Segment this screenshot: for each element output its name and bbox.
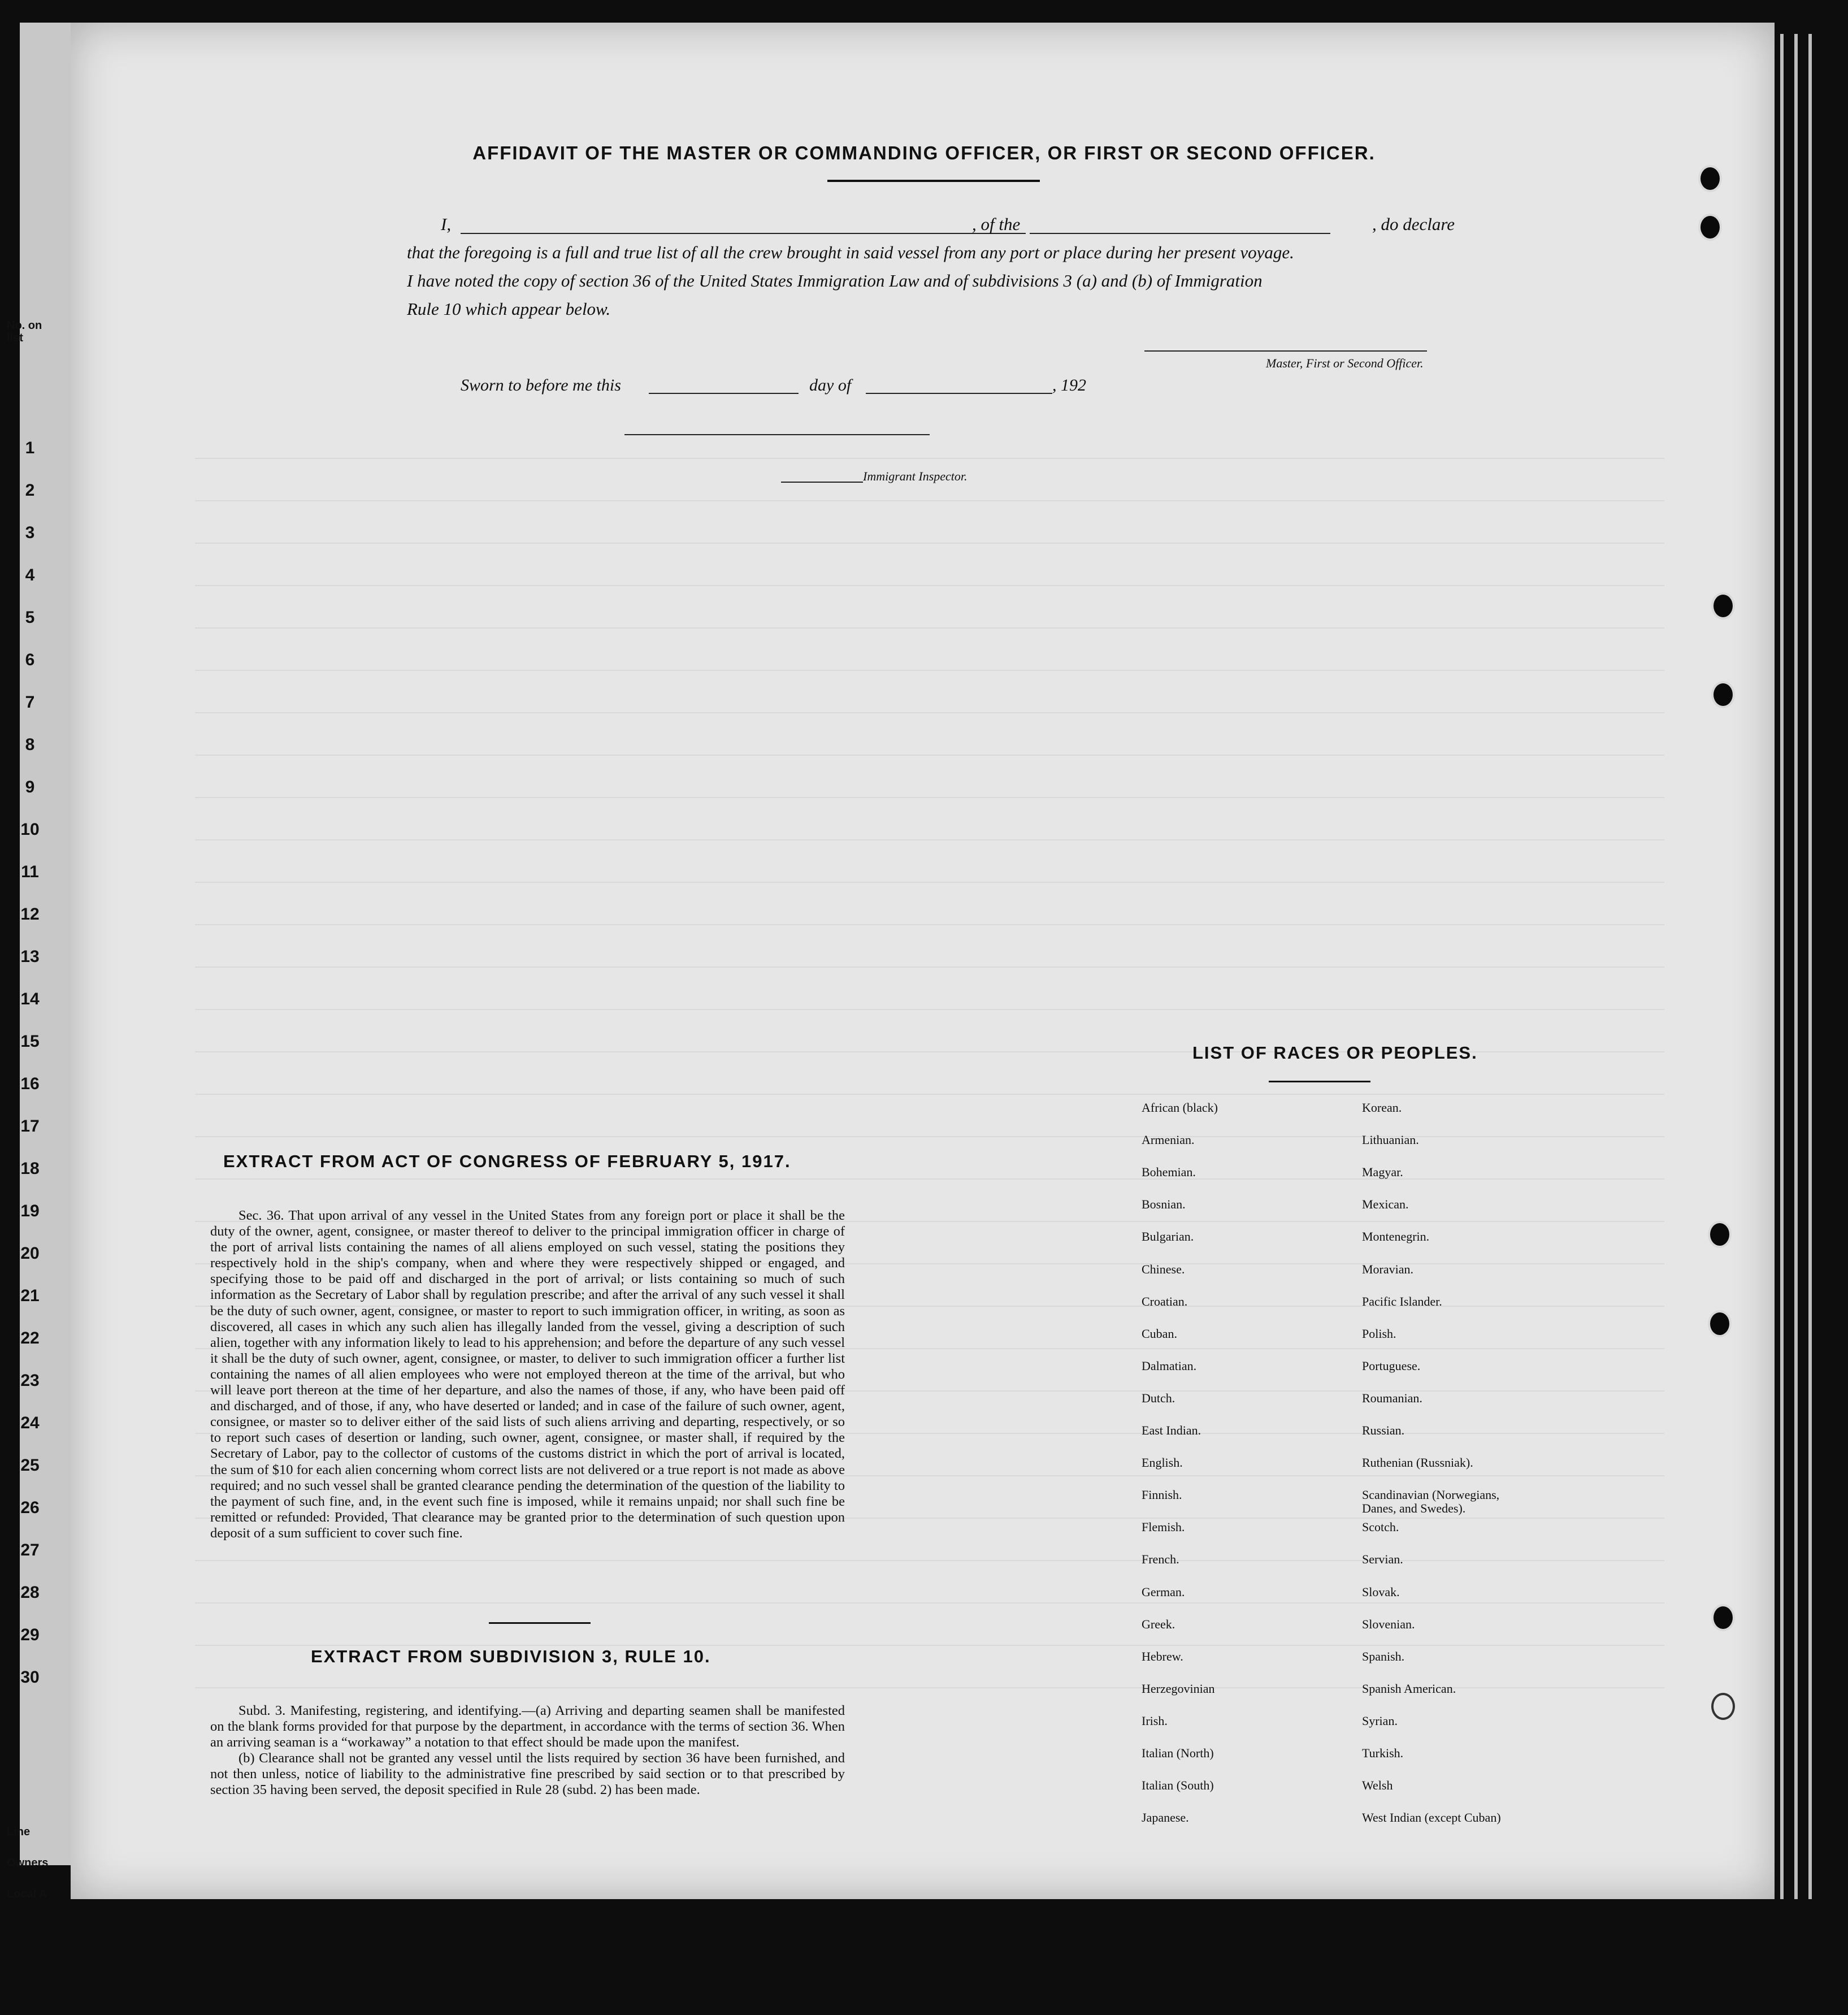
race-entry: Korean. — [1362, 1100, 1402, 1115]
ghost-row-line — [195, 1009, 1664, 1010]
row-number: 20 — [20, 1244, 40, 1263]
race-entry: Cuban. — [1142, 1326, 1177, 1341]
race-entry: Magyar. — [1362, 1165, 1403, 1180]
vessel-blank — [1030, 233, 1330, 234]
page-edge — [1780, 34, 1784, 1899]
sworn-date-blank — [649, 393, 799, 394]
race-entry: Scotch. — [1362, 1520, 1399, 1535]
race-entry: Ruthenian (Russniak). — [1362, 1455, 1473, 1470]
ghost-row-line — [195, 1178, 1664, 1180]
row-number: 25 — [20, 1456, 40, 1475]
race-entry: West Indian (except Cuban) — [1362, 1810, 1501, 1825]
binder-hole-icon — [1698, 214, 1722, 241]
row-number: 13 — [20, 947, 40, 966]
race-entry: German. — [1142, 1584, 1185, 1599]
row-number: 26 — [20, 1498, 40, 1517]
row-number: 22 — [20, 1329, 40, 1347]
race-entry: Dalmatian. — [1142, 1358, 1197, 1373]
race-entry: Spanish. — [1362, 1649, 1405, 1663]
row-number: 17 — [20, 1117, 40, 1136]
race-entry: Greek. — [1142, 1617, 1175, 1631]
sworn-line — [461, 376, 621, 395]
race-entry: Polish. — [1362, 1326, 1396, 1341]
race-entry: Irish. — [1142, 1713, 1168, 1728]
row-number: 21 — [20, 1286, 40, 1305]
inspector-upper-line — [624, 434, 930, 435]
signature-label: Master, First or Second Officer. — [1266, 356, 1424, 370]
row-number: 1 — [25, 439, 35, 457]
race-entry: Scandinavian (Norwegians, Danes, and Swedes). — [1362, 1488, 1500, 1516]
inspector-label: Immigrant Inspector. — [863, 469, 968, 483]
ghost-row-line — [195, 670, 1664, 671]
race-entry: Chinese. — [1142, 1262, 1185, 1276]
ghost-row-line — [195, 924, 1664, 925]
race-entry: Hebrew. — [1142, 1649, 1183, 1663]
row-number: 7 — [25, 693, 35, 712]
ghost-row-line — [195, 967, 1664, 968]
race-entry: English. — [1142, 1455, 1183, 1470]
race-entry: Portuguese. — [1362, 1358, 1421, 1373]
sworn-day: day of — [809, 376, 852, 395]
affidavit-title: AFFIDAVIT OF THE MASTER OR COMMANDING OFFICER, OR FIRST OR SECOND OFFICER. — [472, 142, 1376, 163]
page-edge — [1794, 34, 1798, 1899]
name-blank — [461, 233, 1026, 234]
ghost-row-line — [195, 627, 1664, 629]
race-entry: Bosnian. — [1142, 1197, 1186, 1212]
row-number: 11 — [21, 863, 39, 881]
row-number: 2 — [25, 481, 35, 500]
ghost-row-line — [195, 458, 1664, 459]
page-edge — [1808, 34, 1812, 1899]
race-entry: Bulgarian. — [1142, 1229, 1194, 1244]
race-entry: Montenegrin. — [1362, 1229, 1430, 1244]
rule-extract-title: EXTRACT FROM SUBDIVISION 3, RULE 10. — [311, 1646, 711, 1666]
margin-footer-label: Owners — [7, 1857, 49, 1869]
declaration-i: I, — [441, 214, 452, 234]
row-number: 29 — [20, 1626, 40, 1644]
declaration-line-4: Rule 10 which appear below. — [407, 299, 611, 319]
inspector-signature-line — [781, 482, 863, 483]
row-number: 12 — [20, 905, 40, 924]
race-entry: Slovak. — [1362, 1584, 1400, 1599]
ghost-row-line — [195, 797, 1664, 798]
declaration-block — [407, 210, 1455, 323]
race-entry: Japanese. — [1142, 1810, 1189, 1825]
row-number: 27 — [20, 1541, 40, 1559]
binder-hole-icon — [1711, 1604, 1735, 1631]
column-header-no-on-list: No. on list — [7, 319, 42, 344]
ghost-row-line — [195, 1560, 1664, 1561]
binder-hole-icon — [1698, 165, 1722, 192]
race-entry: Mexican. — [1362, 1197, 1409, 1212]
race-entry: Servian. — [1362, 1552, 1403, 1567]
title-underline — [827, 180, 1040, 182]
ghost-row-line — [195, 1136, 1664, 1137]
act-extract-text — [210, 1208, 845, 1541]
row-number: 3 — [25, 523, 35, 542]
race-entry: Syrian. — [1362, 1713, 1398, 1728]
ghost-row-line — [195, 543, 1664, 544]
race-entry: Spanish American. — [1362, 1681, 1456, 1696]
binder-hole-icon — [1708, 1310, 1732, 1337]
binder-hole-icon — [1711, 592, 1735, 619]
race-entry: Russian. — [1362, 1423, 1405, 1437]
declaration-of-the: , of the — [972, 214, 1021, 234]
row-number: 18 — [20, 1159, 40, 1178]
row-number: 10 — [20, 820, 40, 839]
race-entry: Welsh — [1362, 1778, 1393, 1793]
row-number: 23 — [20, 1371, 40, 1390]
margin-footer-label: Local A — [7, 1888, 47, 1900]
binder-hole-icon — [1711, 681, 1735, 708]
race-entry: French. — [1142, 1552, 1179, 1567]
race-entry: Armenian. — [1142, 1133, 1195, 1147]
rule-extract-text — [210, 1703, 845, 1799]
ghost-row-line — [195, 1094, 1664, 1095]
race-entry: Italian (North) — [1142, 1746, 1214, 1760]
ghost-row-line — [195, 1645, 1664, 1646]
row-number: 9 — [25, 778, 35, 796]
race-entry: Finnish. — [1142, 1488, 1182, 1502]
row-number: 6 — [25, 651, 35, 669]
race-entry: Slovenian. — [1362, 1617, 1415, 1631]
race-entry: Croatian. — [1142, 1294, 1188, 1308]
race-entry: African (black) — [1142, 1100, 1218, 1115]
signature-line — [1144, 350, 1427, 352]
ghost-row-line — [195, 755, 1664, 756]
row-number: 24 — [20, 1414, 40, 1432]
race-entry: Lithuanian. — [1362, 1133, 1419, 1147]
race-entry: Herzegovinian — [1142, 1681, 1215, 1696]
race-entry: Roumanian. — [1362, 1390, 1422, 1405]
row-number: 16 — [20, 1074, 40, 1093]
row-number: 8 — [25, 735, 35, 754]
race-entry: Bohemian. — [1142, 1165, 1196, 1180]
ghost-row-line — [195, 1602, 1664, 1604]
row-number: 15 — [20, 1032, 40, 1051]
binder-hole-icon — [1708, 1221, 1732, 1248]
sworn-prefix: Sworn to before me this — [461, 376, 621, 395]
ghost-row-line — [195, 500, 1664, 501]
race-entry: Turkish. — [1362, 1746, 1404, 1760]
ghost-row-line — [195, 712, 1664, 713]
row-number: 14 — [20, 990, 40, 1008]
binder-hole-icon — [1711, 1693, 1735, 1720]
race-entry: Italian (South) — [1142, 1778, 1214, 1793]
races-title: LIST OF RACES OR PEOPLES. — [1192, 1043, 1478, 1063]
ghost-row-line — [195, 585, 1664, 586]
row-number: 30 — [20, 1668, 40, 1687]
subdivision-a-paragraph: Subd. 3. Manifesting, registering, and identifying.—(a) Arriving and departing seamen shall be manifested on the blank forms provided for that purpose by the department, in accordance with the terms of section 36. When an arriving seaman is a “workaway” a notation to that effect should be made upon the manifest. — [210, 1703, 845, 1750]
race-entry: East Indian. — [1142, 1423, 1201, 1437]
race-entry: Dutch. — [1142, 1390, 1175, 1405]
declaration-declare: , do declare — [1372, 214, 1455, 234]
race-entry: Pacific Islander. — [1362, 1294, 1442, 1308]
sworn-month-blank — [866, 393, 1052, 394]
row-number: 19 — [20, 1202, 40, 1220]
act-extract-title: EXTRACT FROM ACT OF CONGRESS OF FEBRUARY 5, 1917. — [223, 1151, 791, 1171]
sworn-year: , 192 — [1052, 376, 1086, 395]
subdivision-b-paragraph: (b) Clearance shall not be granted any vessel until the lists required by section 36 have been furnished, and not then unless, notice of liability to the administrative fine prescribed by said section or to that prescribed by section 35 having been served, the deposit specified in Rule 28 (subd. 2) has been made. — [210, 1750, 845, 1798]
row-number: 4 — [25, 566, 35, 584]
margin-footer-label: Line — [7, 1826, 31, 1838]
section-36-paragraph: Sec. 36. That upon arrival of any vessel in the United States from any foreign port or place it shall be the duty of the owner, agent, consignee, or master thereof to deliver to the principal immigration officer in charge of the port of arrival lists containing the names of all aliens employed on such vessel, stating the positions they respectively hold in the ship's company, when and where they were respectively shipped or engaged, and specifying those to be paid off and discharged in the port of arrival; or lists containing so much of such information as the Secretary of Labor shall by regulation prescribe; and after the arrival of any such vessel it shall be the duty of such owner, agent, consignee, or master to report to such immigration officer, in writing, as soon as discovered, all cases in which any such alien has illegally landed from the vessel, giving a description of such alien, together with any information likely to lead to his apprehension; and before the departure of any such vessel it shall be the duty of such owner, agent, consignee, or master, to deliver to such immigration officer a further list containing the names of all alien employees who were not employed thereon at the time of the arrival, but who will leave port thereon at the time of her departure, and also the names of those, if any, who have been paid off and discharged, and of those, if any, who have deserted or landed; and in case of the failure of such owner, agent, consignee, or master so to deliver either of the said lists of such aliens arriving and departing, respectively, or so to report such cases of desertion or landing, such owner, agent, consignee, or master shall, if required by the Secretary of Labor, pay to the collector of customs of the customs district in which the port of arrival is located, the sum of $10 for each alien concerning whom correct lists are not delivered or a true report is not made as above required; and no such vessel shall be granted clearance pending the determination of the question of the liability to the payment of such fine, and, in the event such fine is imposed, while it remains unpaid; nor shall such fine be remitted or refunded: Provided, That clearance may be granted prior to the determination of such question upon deposit of a sum sufficient to cover such fine. — [210, 1208, 845, 1541]
ghost-row-line — [195, 839, 1664, 840]
declaration-line-2: that the foregoing is a full and true list of all the crew brought in said vessel from any port or place during her present voyage. — [407, 242, 1294, 262]
races-underline — [1269, 1081, 1370, 1082]
declaration-line-1 — [407, 210, 1455, 239]
race-entry: Flemish. — [1142, 1520, 1185, 1535]
row-number: 5 — [25, 608, 35, 627]
declaration-line-3: I have noted the copy of section 36 of the United States Immigration Law and of subdivisions 3 (a) and (b) of Immigration — [407, 271, 1263, 291]
race-entry: Moravian. — [1362, 1262, 1414, 1276]
ghost-row-line — [195, 882, 1664, 883]
extract-divider — [489, 1622, 591, 1624]
row-number: 28 — [20, 1583, 40, 1602]
